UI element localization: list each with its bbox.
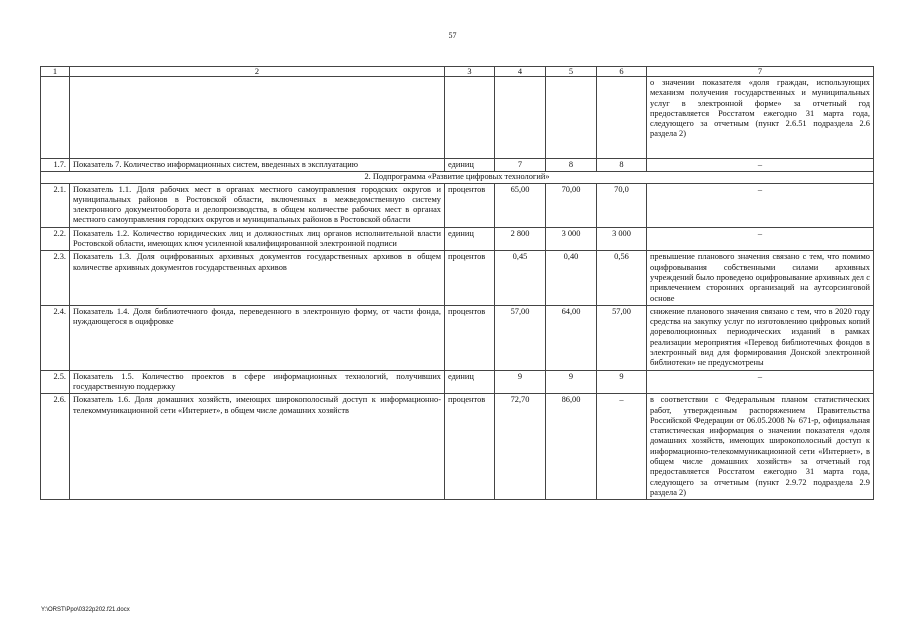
value-cell: 86,00 <box>546 394 597 500</box>
header-row <box>41 67 874 77</box>
row-id <box>41 77 70 159</box>
table-row <box>41 305 874 370</box>
header-cell: 3 <box>445 67 495 77</box>
note: снижение планового значения связано с тем, что в 2020 году средства на закупку услуг по изготовлению цифровых копий дореволюционных периодических изданий в рамках реализации мероприятия «Перевод библиотечных фондов в электронный вид для формирования Донской электронной библиотеки» не предусмотрены <box>647 305 874 370</box>
value-cell: 3 000 <box>546 227 597 251</box>
value-cell: 9 <box>495 370 546 394</box>
indicator-name: Показатель 1.2. Количество юридических лиц и должностных лиц органов исполнительной власти Ростовской области, имеющих ключ усиленной квалифицированной электронной подписи <box>70 227 445 251</box>
file-path-footer: Y:\ORST\Ppo\0322p202.f21.docx <box>41 607 130 613</box>
indicator-name: Показатель 1.6. Доля домашних хозяйств, имеющих широкополосный доступ к информационно-телекоммуникационной сети «Интернет», в общем числе домашних хозяйств <box>70 394 445 500</box>
indicator-name: Показатель 1.5. Количество проектов в сфере информационных технологий, получивших государственную поддержку <box>70 370 445 394</box>
value-cell: 57,00 <box>495 305 546 370</box>
note: в соответствии с Федеральным планом статистических работ, утвержденным распоряжением Правительства Российской Федерации от 06.05.2008 № 671-р, официальная статистическая информация о значении показателя «доля домашних хозяйств, имеющих широкополосный доступ к информационно-телекоммуникационной сети «Интернет», в общем числе домашних хозяйств» за отчетный год предоставляется Росстатом ежегодно 31 марта года, следующего за отчетным (пункт 2.9.72 подраздела 2.9 раздела 2) <box>647 394 874 500</box>
value-cell: 57,00 <box>597 305 647 370</box>
header-cell: 6 <box>597 67 647 77</box>
indicator-name: Показатель 1.1. Доля рабочих мест в органах местного самоуправления городских округов и муниципальных районов в Ростовской области, включенных в межведомственную систему электронного документооборота и делопроизводства, в общем количестве рабочих мест в органах местного самоуправления городских округов и муниципальных районов в Ростовской области <box>70 183 445 227</box>
unit: процентов <box>445 183 495 227</box>
table-row <box>41 370 874 394</box>
value-cell: 8 <box>597 159 647 172</box>
table-row <box>41 251 874 305</box>
table-row <box>41 394 874 500</box>
unit: процентов <box>445 394 495 500</box>
header-cell: 2 <box>70 67 445 77</box>
value-cell: 8 <box>546 159 597 172</box>
value-cell <box>546 77 597 159</box>
header-cell: 4 <box>495 67 546 77</box>
row-id: 2.5. <box>41 370 70 394</box>
note: – <box>647 159 874 172</box>
value-cell: 0,40 <box>546 251 597 305</box>
value-cell: 7 <box>495 159 546 172</box>
value-cell: 9 <box>546 370 597 394</box>
indicator-name: Показатель 1.3. Доля оцифрованных архивных документов государственных архивов в общем количестве архивных документов государственных архивов <box>70 251 445 305</box>
value-cell <box>495 77 546 159</box>
value-cell: 2 800 <box>495 227 546 251</box>
note: – <box>647 370 874 394</box>
page-number: 57 <box>448 31 457 40</box>
table-row <box>41 159 874 172</box>
value-cell: 64,00 <box>546 305 597 370</box>
indicator-name: Показатель 7. Количество информационных систем, введенных в эксплуатацию <box>70 159 445 172</box>
note: превышение планового значения связано с тем, что помимо оцифровывания собственными силами архивных учреждений было проведено оцифровывание архивных дел с привлечением сторонних организаций на аутсорсинговой основе <box>647 251 874 305</box>
row-id: 2.2. <box>41 227 70 251</box>
value-cell: 0,56 <box>597 251 647 305</box>
value-cell: 70,00 <box>546 183 597 227</box>
value-cell: 65,00 <box>495 183 546 227</box>
section-title: 2. Подпрограмма «Развитие цифровых технологий» <box>41 172 874 183</box>
value-cell: 3 000 <box>597 227 647 251</box>
indicators-table <box>40 66 874 500</box>
row-id: 1.7. <box>41 159 70 172</box>
unit: единиц <box>445 159 495 172</box>
note: о значении показателя «доля граждан, использующих механизм получения государственных и муниципальных услуг в электронной форме» за отчетный год предоставляется Росстатом ежегодно 31 марта года, следующего за отчетным (пункт 2.6.51 подраздела 2.6 раздела 2) <box>647 77 874 159</box>
row-id: 2.4. <box>41 305 70 370</box>
row-id: 2.6. <box>41 394 70 500</box>
note: – <box>647 183 874 227</box>
value-cell: 72,70 <box>495 394 546 500</box>
header-cell: 7 <box>647 67 874 77</box>
indicator-name: Показатель 1.4. Доля библиотечного фонда, переведенного в электронную форму, от части фонда, нуждающегося в оцифровке <box>70 305 445 370</box>
header-cell: 1 <box>41 67 70 77</box>
unit: процентов <box>445 251 495 305</box>
value-cell: – <box>597 394 647 500</box>
section-row <box>41 172 874 183</box>
table-row <box>41 183 874 227</box>
value-cell: 70,0 <box>597 183 647 227</box>
value-cell <box>597 77 647 159</box>
note: – <box>647 227 874 251</box>
unit: единиц <box>445 370 495 394</box>
row-id: 2.1. <box>41 183 70 227</box>
value-cell: 0,45 <box>495 251 546 305</box>
value-cell: 9 <box>597 370 647 394</box>
unit <box>445 77 495 159</box>
row-id: 2.3. <box>41 251 70 305</box>
table-row <box>41 227 874 251</box>
header-cell: 5 <box>546 67 597 77</box>
unit: единиц <box>445 227 495 251</box>
table-row <box>41 77 874 159</box>
unit: процентов <box>445 305 495 370</box>
indicator-name <box>70 77 445 159</box>
